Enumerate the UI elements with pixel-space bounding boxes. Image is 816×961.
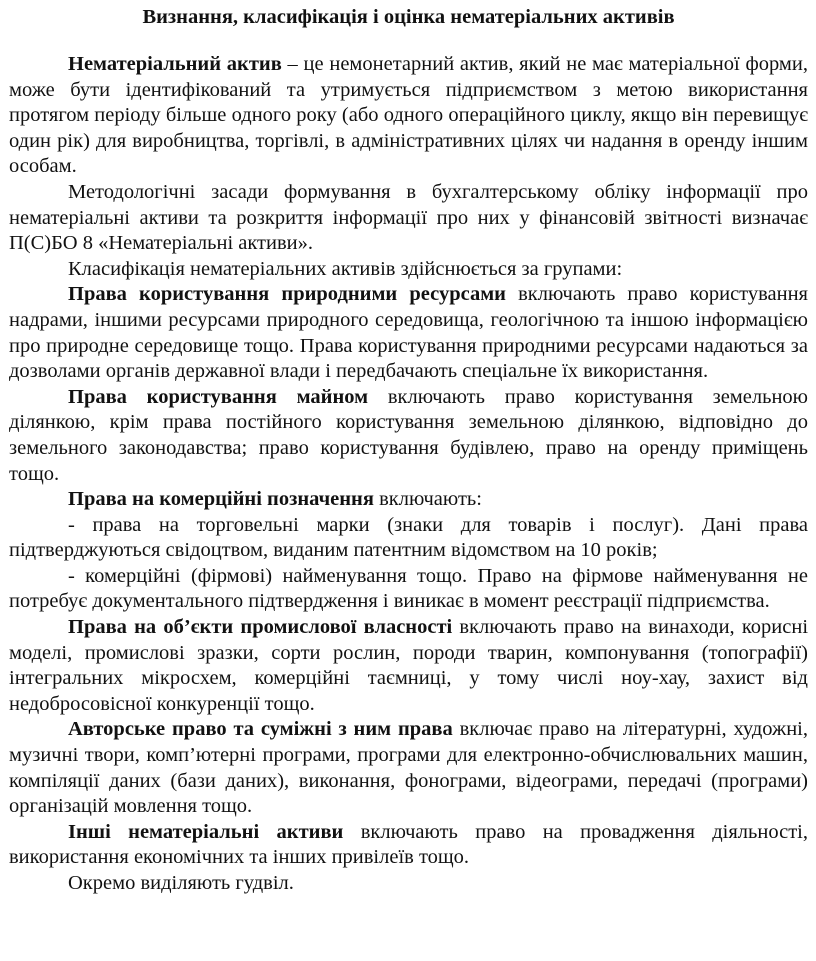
paragraph-copyright: [9, 717, 808, 819]
paragraph-term: Права на об’єкти промислової власності: [68, 616, 453, 639]
paragraph-term: Нематеріальний актив: [68, 53, 282, 75]
paragraph-term: Права на комерційні позначення: [68, 488, 374, 511]
list-item-trademarks: [9, 513, 808, 564]
paragraph-term: Інші нематеріальні активи: [68, 820, 344, 843]
list-item-trade-names: [9, 564, 808, 615]
paragraph-text: – це немонетарний актив, який не має матеріальної форми, може бути ідентифікований та утримується підприємством з метою використання протягом періоду більше одного року (або одного операційного циклу, якщо він перевищує один рік) для виробництва, торгівлі, в адміністративних цілях чи надання в оренду іншим особам.: [9, 53, 808, 178]
paragraph-term: Права користування майном: [68, 385, 369, 408]
paragraph-text: включають право на провадження діяльності, використання економічних та інших привілеїв тощо.: [9, 820, 808, 869]
paragraph-methodology: [9, 180, 808, 257]
paragraph-term: Права користування природними ресурсами: [68, 283, 506, 306]
paragraph-industrial-property: [9, 615, 808, 717]
paragraph-text: Класифікація нематеріальних активів здійснюється за групами:: [68, 257, 623, 280]
paragraph-property-use: [9, 385, 808, 487]
paragraph-text: включають:: [373, 488, 482, 511]
paragraph-text: включає право на літературні, художні, музичні твори, комп’ютерні програми, програми для електронно-обчислювальних машин, компіляції даних (бази даних), виконання, фонограми, відеограми, передачі (програми) організацій мовлення тощо.: [9, 718, 809, 818]
paragraph-text: включають право на винаходи, корисні моделі, промислові зразки, сорти рослин, породи тварин, компонування (топографії) інтегральних мікросхем, комерційні таємниці, у тому числі ноу-хау, захист від недобросовісної конкуренції тощо.: [9, 616, 809, 715]
paragraph-natural-resources: [9, 282, 808, 384]
paragraph-other-assets: [9, 820, 808, 871]
paragraph-text: включають право користування земельною ділянкою, крім права постійного користування земельною ділянкою, відповідно до земельного законодавства; право користування будівлею, право на оренду приміщень тощо.: [9, 385, 808, 485]
paragraph-text: - права на торговельні марки (знаки для товарів і послуг). Дані права підтверджуються свідоцтвом, виданим патентним відомством на 10 років;: [9, 513, 808, 562]
paragraph-text: Окремо виділяють гудвіл.: [68, 872, 294, 894]
paragraph-goodwill: [9, 871, 808, 897]
paragraph-text: Методологічні засади формування в бухгалтерському обліку інформації про нематеріальні активи та розкриття інформації про них у фінансовій звітності визначає П(С)БО 8 «Нематеріальні активи».: [9, 180, 808, 255]
paragraph-classification-intro: [9, 257, 808, 283]
document-title: Визнання, класифікація і оцінка нематеріальних активів: [142, 6, 675, 28]
paragraph-term: Авторське право та суміжні з ним права: [68, 718, 453, 741]
paragraph-definition: [9, 52, 808, 180]
paragraph-text: - комерційні (фірмові) найменування тощо. Право на фірмове найменування не потребує документального підтвердження і виникає в момент реєстрації підприємства.: [9, 564, 808, 613]
paragraph-commercial-designations: [9, 487, 808, 513]
paragraph-text: включають право користування надрами, іншими ресурсами природного середовища, геологічною та іншою інформацією про природне середовище тощо. Права користування природними ресурсами надаються за дозволами органів державної влади і передбачають спеціальне їх використання.: [9, 283, 808, 383]
